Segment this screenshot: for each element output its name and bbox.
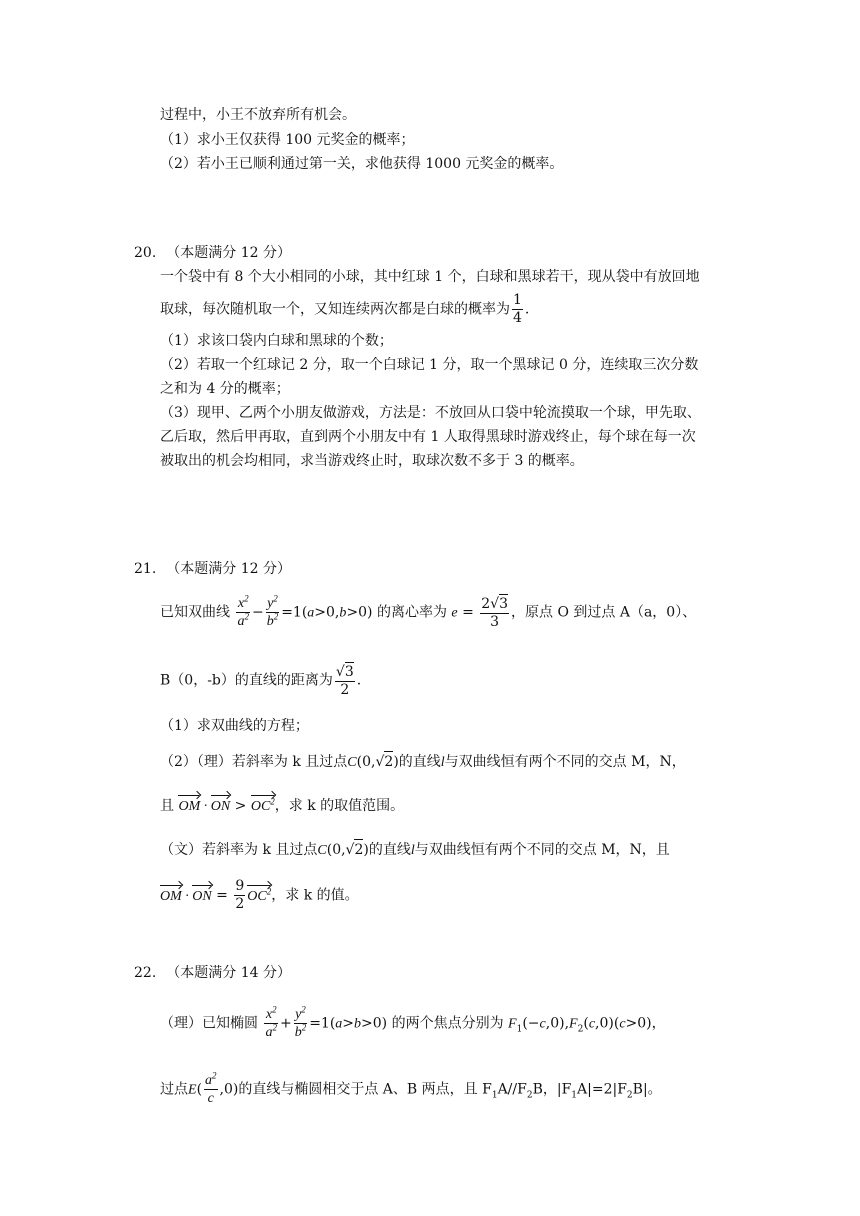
q20-line-1: 一个袋中有 8 个大小相同的小球，其中红球 1 个，白球和黑球若干，现从袋中有放回地	[160, 269, 700, 285]
q21-number: 21. （本题满分 12 分）	[134, 561, 291, 577]
q20-sub-2b: 之和为 4 分的概率；	[160, 381, 290, 397]
q21-wen: （文）若斜率为 k 且过点C(0,√2)的直线l与双曲线恒有两个不同的交点 M，N，且	[160, 839, 670, 860]
q20-sub-3c: 被取出的机会均相同，求当游戏终止时，取球次数不多于 3 的概率。	[160, 453, 584, 469]
q20-number: 20. （本题满分 12 分）	[134, 245, 291, 261]
intro-line-3: （2）若小王已顺利通过第一关，求他获得 1000 元奖金的概率。	[160, 156, 564, 172]
q22-number: 22. （本题满分 14 分）	[134, 965, 291, 981]
intro-line-2: （1）求小王仅获得 100 元奖金的概率；	[160, 132, 415, 148]
intro-line-1: 过程中，小王不放弃所有机会。	[160, 107, 356, 123]
q22-line-1: （理）已知椭圆 $\frac{x^2}{a^2}$ + $\frac{y^2}{b^2}$ =1(a>b>0) 的两个焦点分别为 $F_1(-c,0),F_2(c,0)(c>0)$，	[160, 1004, 666, 1040]
q21-wen-cond: OM · ON = $\frac{9}{2}$ $OC^2$，求 k 的值。	[160, 878, 359, 912]
q20-sub-1: （1）求该口袋内白球和黑球的个数；	[160, 333, 393, 349]
q20-sub-3b: 乙后取，然后甲再取，直到两个小朋友中有 1 人取得黑球时游戏终止，每个球在每一次	[160, 429, 696, 445]
q21-sub-2-cond: 且 OM · ON > $OC^2$，求 k 的取值范围。	[160, 796, 405, 814]
q21-line-2: B（0，-b）的直线的距离为 $\frac{√3}{2}$ .	[160, 664, 362, 698]
q20-line-2: 取球，每次随机取一个，又知连续两次都是白球的概率为 $\frac{1}{4}$ .	[160, 292, 530, 326]
q21-sub-2: （2）（理）若斜率为 k 且过点C(0,√2)的直线l与双曲线恒有两个不同的交点 M，N，	[160, 751, 686, 772]
q21-sub-1: （1）求双曲线的方程；	[160, 718, 309, 734]
q20-fraction: $\frac{1}{4}$	[513, 292, 522, 326]
q20-sub-3a: （3）现甲、乙两个小朋友做游戏，方法是：不放回从口袋中轮流摸取一个球，甲先取、	[160, 405, 701, 421]
q22-line-2: 过点E( $\frac{a^2}{c}$ ,0)的直线与椭圆相交于点 A、B 两点，且 $F_1A//F_2B$，$|F_1A|=2|F_2B|$。	[160, 1070, 662, 1106]
q21-line-1: 已知双曲线 $\frac{x^2}{a^2}$ − $\frac{y^2}{b^2}$ =1(a>0,b>0) 的离心率为 e = $\frac{2√3}{3}$ ，原点 O 到过点 A（a，0）、	[160, 593, 697, 630]
q20-sub-2a: （2）若取一个红球记 2 分，取一个白球记 1 分，取一个黑球记 0 分，连续取三次分数	[160, 357, 699, 373]
